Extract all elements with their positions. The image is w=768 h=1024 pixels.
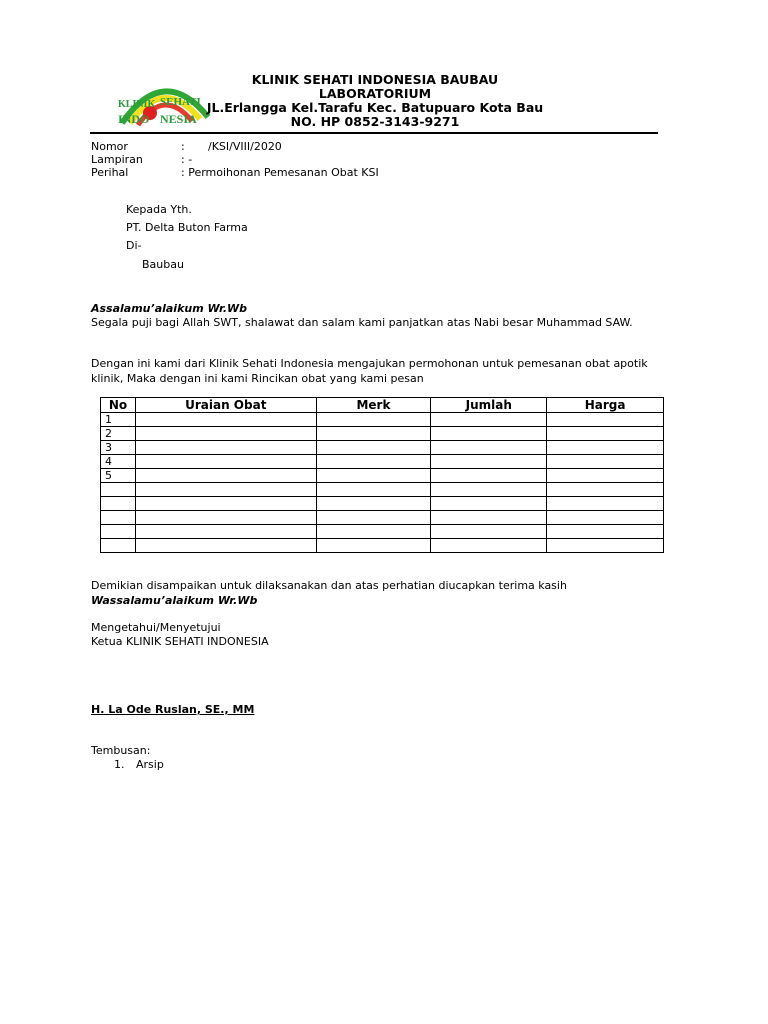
- table-row: [101, 539, 664, 553]
- svg-text:KLINIK: KLINIK: [118, 99, 156, 110]
- clinic-address: JL.Erlangga Kel.Tarafu Kec. Batupuaro Kota Bau: [206, 100, 544, 115]
- col-header-uraian: Uraian Obat: [135, 398, 316, 413]
- meta-sep-nomor: :: [181, 140, 185, 153]
- table-header-row: [101, 398, 664, 413]
- row-number: 2: [101, 427, 136, 441]
- clinic-unit: LABORATORIUM: [318, 86, 432, 101]
- row-number: 4: [101, 455, 136, 469]
- closing-line: Demikian disampaikan untuk dilaksanakan dan atas perhatian diucapkan terima kasih: [91, 579, 567, 592]
- svg-text:NESIA: NESIA: [160, 112, 197, 126]
- row-number: 3: [101, 441, 136, 455]
- table-row: [101, 469, 664, 483]
- table-row: [101, 427, 664, 441]
- row-number: [101, 511, 136, 525]
- row-number: [101, 539, 136, 553]
- clinic-name: KLINIK SEHATI INDONESIA BAUBAU: [251, 72, 499, 87]
- table-row: [101, 455, 664, 469]
- table-row: [101, 483, 664, 497]
- header-rule: [90, 132, 658, 134]
- cc-title: Tembusan:: [91, 744, 151, 757]
- col-header-jumlah: Jumlah: [431, 398, 547, 413]
- row-number: [101, 525, 136, 539]
- cc-item-number: 1.: [114, 758, 125, 771]
- table-row: [101, 413, 664, 427]
- clinic-logo: [116, 73, 212, 130]
- closing-salam: Wassalamu’alaikum Wr.Wb: [91, 594, 258, 607]
- opening-salam: Assalamu’alaikum Wr.Wb: [91, 302, 248, 315]
- table-row: [101, 441, 664, 455]
- approval-label: Mengetahui/Menyetujui: [91, 621, 221, 634]
- body-line-1: Dengan ini kami dari Klinik Sehati Indonesia mengajukan permohonan untuk pemesanan obat apotik: [91, 357, 648, 370]
- table-row: [101, 511, 664, 525]
- meta-label-perihal: Perihal: [91, 166, 129, 179]
- meta-value-nomor: /KSI/VIII/2020: [208, 140, 282, 153]
- meta-label-lampiran: Lampiran: [91, 153, 143, 166]
- signer-name: H. La Ode Ruslan, SE., MM: [91, 703, 255, 716]
- recipient-at: Di-: [126, 239, 142, 252]
- opening-line: Segala puji bagi Allah SWT, shalawat dan salam kami panjatkan atas Nabi besar Muhammad SAW.: [91, 316, 633, 329]
- cc-item: Arsip: [136, 758, 164, 771]
- col-header-harga: Harga: [547, 398, 664, 413]
- svg-text:SEHATI: SEHATI: [160, 96, 201, 108]
- meta-label-nomor: Nomor: [91, 140, 128, 153]
- recipient-name: PT. Delta Buton Farma: [126, 221, 248, 234]
- clinic-phone: NO. HP 0852-3143-9271: [290, 114, 460, 129]
- approver-role: Ketua KLINIK SEHATI INDONESIA: [91, 635, 269, 648]
- table-row: [101, 525, 664, 539]
- row-number: 1: [101, 413, 136, 427]
- recipient-city: Baubau: [142, 258, 184, 271]
- meta-value-perihal: : Permoihonan Pemesanan Obat KSI: [181, 166, 379, 179]
- row-number: 5: [101, 469, 136, 483]
- col-header-merk: Merk: [316, 398, 431, 413]
- meta-value-lampiran: : -: [181, 153, 193, 166]
- body-line-2: klinik, Maka dengan ini kami Rincikan obat yang kami pesan: [91, 372, 424, 385]
- recipient-greeting: Kepada Yth.: [126, 203, 192, 216]
- order-table: [100, 397, 664, 553]
- row-number: [101, 483, 136, 497]
- table-row: [101, 497, 664, 511]
- col-header-no: No: [101, 398, 136, 413]
- svg-text:INDO: INDO: [118, 112, 150, 126]
- row-number: [101, 497, 136, 511]
